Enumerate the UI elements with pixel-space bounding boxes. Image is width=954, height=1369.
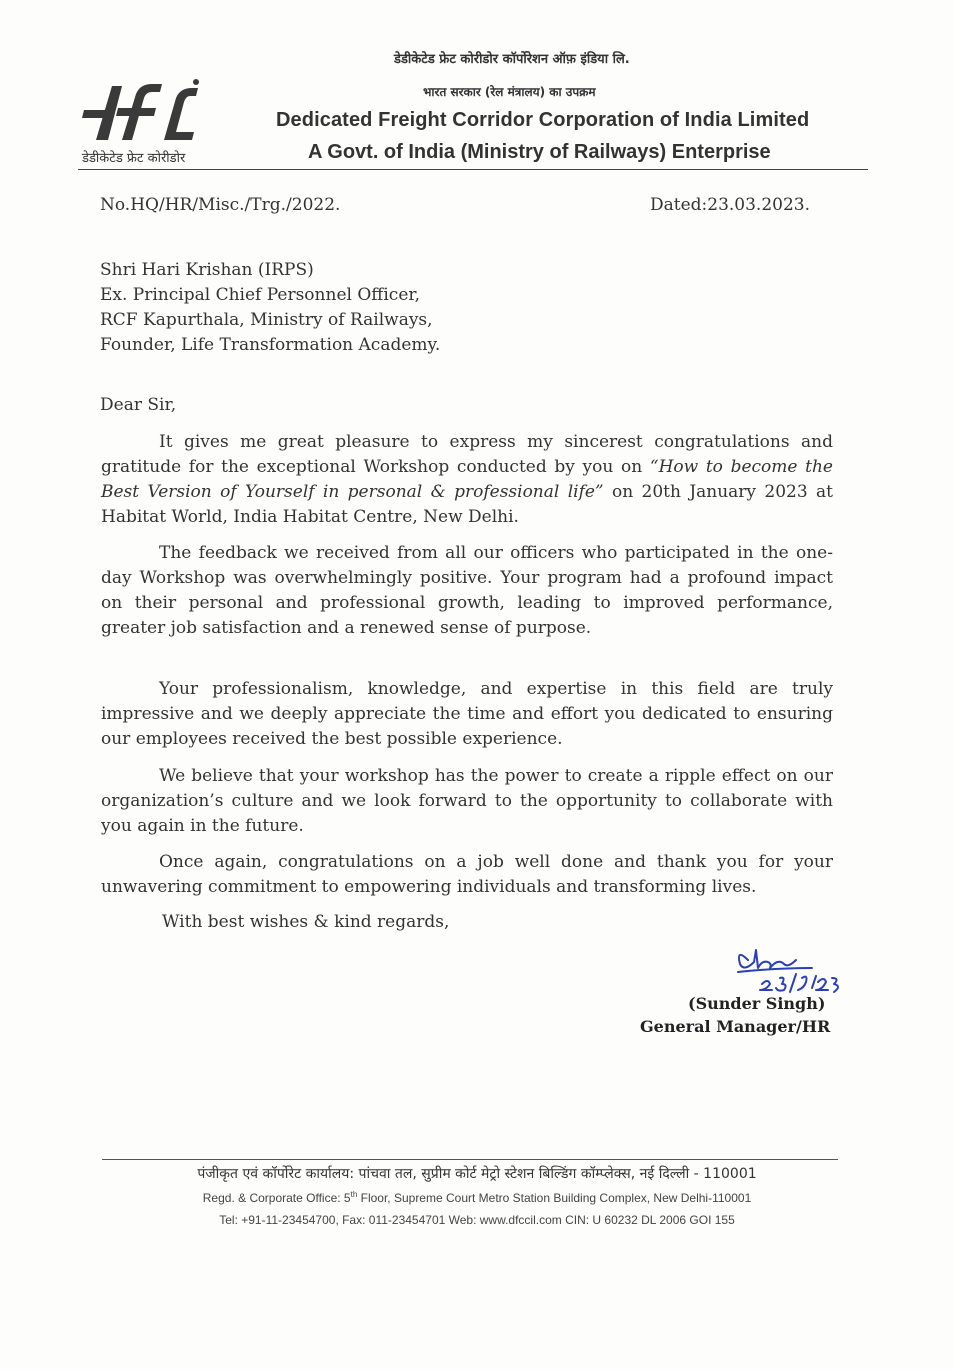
addressee-name: Shri Hari Krishan (IRPS) — [100, 260, 314, 280]
paragraph-4-text: We believe that your workshop has the power to create a ripple effect on our organization’s culture and we look forward to the opportunity to collaborate with you again in the future. — [101, 766, 833, 836]
addressee-designation: Ex. Principal Chief Personnel Officer, — [100, 285, 421, 305]
footer-address-hindi: पंजीकृत एवं कॉर्पोरेट कार्यालय: पांचवा तल, सुप्रीम कोर्ट मेट्रो स्टेशन बिल्डिंग कॉम्प्लेक्स, नई दिल्ली - 110001 — [197, 1166, 757, 1182]
signatory-title: General Manager/HR — [640, 1017, 831, 1036]
handwritten-signature — [726, 938, 844, 1000]
paragraph-3-text: Your professionalism, knowledge, and expertise in this field are truly impressive and we deeply appreciate the time and effort you dedicated to ensuring our employees received the best possible experience. — [101, 679, 833, 749]
footer-contact: Tel: +91-11-23454700, Fax: 011-23454701 Web: www.dfccil.com CIN: U 60232 DL 2006 GOI 155 — [219, 1213, 735, 1227]
addressee-affiliation: Founder, Life Transformation Academy. — [100, 335, 441, 355]
footer-address-english — [0, 1190, 954, 1205]
company-name-hindi: डेडीकेटेड फ्रेट कोरीडोर कॉर्पोरेशन ऑफ़ इंडिया लि. — [394, 52, 630, 67]
closing-line: With best wishes & kind regards, — [162, 912, 450, 932]
govt-enterprise-hindi: भारत सरकार (रेल मंत्रालय) का उपक्रम — [423, 85, 596, 99]
dfc-logo — [78, 76, 203, 146]
reference-number: No.HQ/HR/Misc./Trg./2022. — [100, 195, 341, 215]
company-name-english: Dedicated Freight Corridor Corporation of India Limited — [276, 109, 810, 131]
addressee-organization: RCF Kapurthala, Ministry of Railways, — [100, 310, 433, 330]
paragraph-1-intro: It gives me great pleasure to express my sincerest congratulations and gratitude for the exceptional Workshop conducted by you on — [101, 432, 833, 477]
paragraph-5-text: Once again, congratulations on a job well done and thank you for your unwavering commitment to empowering individuals and transforming lives. — [101, 852, 833, 897]
footer-address-sup: th — [350, 1190, 358, 1199]
paragraph-3 — [101, 677, 833, 752]
paragraph-2-text: The feedback we received from all our officers who participated in the one-day Workshop was overwhelmingly positive. Your program had a profound impact on their personal and professional growth, leading to improved performance, greater job satisfaction and a renewed sense of purpose. — [101, 543, 833, 638]
govt-enterprise-english: A Govt. of India (Ministry of Railways) Enterprise — [308, 141, 771, 163]
paragraph-2 — [101, 541, 833, 641]
footer-address-suffix: Floor, Supreme Court Metro Station Building Complex, New Delhi-110001 — [357, 1191, 752, 1205]
letter-date: Dated:23.03.2023. — [650, 195, 811, 215]
signatory-name: (Sunder Singh) — [688, 994, 826, 1013]
workshop-title: “How to become the Best Version of Yourself in personal & professional life” — [101, 457, 833, 502]
paragraph-4 — [101, 764, 833, 839]
salutation: Dear Sir, — [100, 395, 177, 415]
footer-address-prefix: Regd. & Corporate Office: 5 — [202, 1191, 351, 1205]
addressee-block — [100, 258, 440, 358]
footer-divider — [102, 1159, 838, 1160]
paragraph-1-outro: on 20th January 2023 at Habitat World, India Habitat Centre, New Delhi. — [101, 482, 834, 527]
paragraph-5 — [101, 850, 833, 900]
logo-caption: डेडीकेटेड फ्रेट कोरीडोर — [82, 151, 186, 166]
paragraph-1 — [101, 430, 833, 530]
header-divider — [78, 169, 868, 170]
